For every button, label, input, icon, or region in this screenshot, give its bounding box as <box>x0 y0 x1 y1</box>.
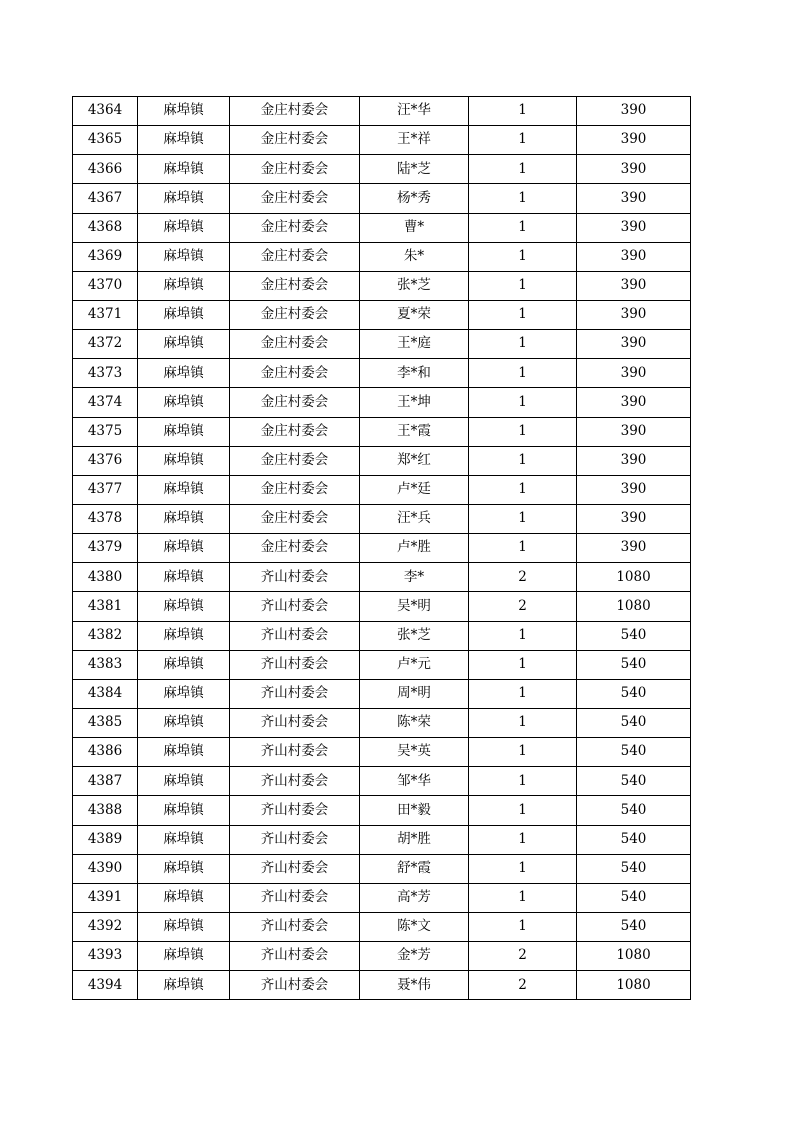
table-row <box>73 942 691 971</box>
serial-number-cell: 4370 <box>73 271 138 300</box>
table-row <box>73 971 691 1000</box>
name-cell: 高*芳 <box>360 883 469 912</box>
village-committee-cell: 金庄村委会 <box>230 534 360 563</box>
amount-cell: 390 <box>577 475 691 504</box>
table-row <box>73 388 691 417</box>
household-count-cell: 2 <box>469 942 577 971</box>
town-cell: 麻埠镇 <box>138 708 230 737</box>
table-row <box>73 592 691 621</box>
village-committee-cell: 齐山村委会 <box>230 738 360 767</box>
village-committee-cell: 齐山村委会 <box>230 708 360 737</box>
name-cell: 曹* <box>360 213 469 242</box>
serial-number-cell: 4366 <box>73 155 138 184</box>
town-cell: 麻埠镇 <box>138 912 230 941</box>
village-committee-cell: 齐山村委会 <box>230 679 360 708</box>
name-cell: 聂*伟 <box>360 971 469 1000</box>
village-committee-cell: 金庄村委会 <box>230 184 360 213</box>
town-cell: 麻埠镇 <box>138 184 230 213</box>
village-committee-cell: 金庄村委会 <box>230 155 360 184</box>
village-committee-cell: 金庄村委会 <box>230 330 360 359</box>
serial-number-cell: 4378 <box>73 504 138 533</box>
amount-cell: 540 <box>577 854 691 883</box>
town-cell: 麻埠镇 <box>138 446 230 475</box>
name-cell: 王*祥 <box>360 126 469 155</box>
town-cell: 麻埠镇 <box>138 330 230 359</box>
household-count-cell: 2 <box>469 971 577 1000</box>
name-cell: 杨*秀 <box>360 184 469 213</box>
subsidy-roster-table <box>72 96 691 1000</box>
amount-cell: 540 <box>577 738 691 767</box>
serial-number-cell: 4386 <box>73 738 138 767</box>
table-row <box>73 504 691 533</box>
town-cell: 麻埠镇 <box>138 417 230 446</box>
table-row <box>73 854 691 883</box>
name-cell: 舒*霞 <box>360 854 469 883</box>
table-row <box>73 359 691 388</box>
village-committee-cell: 金庄村委会 <box>230 242 360 271</box>
serial-number-cell: 4381 <box>73 592 138 621</box>
amount-cell: 540 <box>577 796 691 825</box>
name-cell: 卢*廷 <box>360 475 469 504</box>
household-count-cell: 1 <box>469 213 577 242</box>
town-cell: 麻埠镇 <box>138 388 230 417</box>
serial-number-cell: 4375 <box>73 417 138 446</box>
town-cell: 麻埠镇 <box>138 883 230 912</box>
town-cell: 麻埠镇 <box>138 796 230 825</box>
serial-number-cell: 4372 <box>73 330 138 359</box>
table-row <box>73 563 691 592</box>
amount-cell: 390 <box>577 417 691 446</box>
table-row <box>73 912 691 941</box>
household-count-cell: 1 <box>469 330 577 359</box>
amount-cell: 540 <box>577 767 691 796</box>
serial-number-cell: 4392 <box>73 912 138 941</box>
table-row <box>73 475 691 504</box>
serial-number-cell: 4368 <box>73 213 138 242</box>
household-count-cell: 2 <box>469 592 577 621</box>
village-committee-cell: 金庄村委会 <box>230 126 360 155</box>
serial-number-cell: 4371 <box>73 300 138 329</box>
name-cell: 朱* <box>360 242 469 271</box>
amount-cell: 390 <box>577 300 691 329</box>
table-row <box>73 708 691 737</box>
name-cell: 陈*荣 <box>360 708 469 737</box>
table-row <box>73 126 691 155</box>
town-cell: 麻埠镇 <box>138 271 230 300</box>
village-committee-cell: 齐山村委会 <box>230 912 360 941</box>
amount-cell: 390 <box>577 534 691 563</box>
name-cell: 汪*兵 <box>360 504 469 533</box>
table-row <box>73 738 691 767</box>
household-count-cell: 1 <box>469 155 577 184</box>
table-row <box>73 679 691 708</box>
name-cell: 李*和 <box>360 359 469 388</box>
amount-cell: 390 <box>577 155 691 184</box>
village-committee-cell: 齐山村委会 <box>230 621 360 650</box>
village-committee-cell: 齐山村委会 <box>230 883 360 912</box>
name-cell: 李* <box>360 563 469 592</box>
household-count-cell: 1 <box>469 650 577 679</box>
household-count-cell: 1 <box>469 738 577 767</box>
village-committee-cell: 金庄村委会 <box>230 97 360 126</box>
town-cell: 麻埠镇 <box>138 621 230 650</box>
household-count-cell: 1 <box>469 97 577 126</box>
household-count-cell: 1 <box>469 184 577 213</box>
serial-number-cell: 4376 <box>73 446 138 475</box>
town-cell: 麻埠镇 <box>138 563 230 592</box>
serial-number-cell: 4374 <box>73 388 138 417</box>
household-count-cell: 1 <box>469 300 577 329</box>
table-row <box>73 155 691 184</box>
amount-cell: 390 <box>577 184 691 213</box>
town-cell: 麻埠镇 <box>138 534 230 563</box>
serial-number-cell: 4364 <box>73 97 138 126</box>
village-committee-cell: 金庄村委会 <box>230 300 360 329</box>
table-row <box>73 330 691 359</box>
table-row <box>73 621 691 650</box>
name-cell: 王*坤 <box>360 388 469 417</box>
name-cell: 田*毅 <box>360 796 469 825</box>
table-row <box>73 271 691 300</box>
serial-number-cell: 4373 <box>73 359 138 388</box>
amount-cell: 540 <box>577 708 691 737</box>
name-cell: 汪*华 <box>360 97 469 126</box>
village-committee-cell: 金庄村委会 <box>230 417 360 446</box>
household-count-cell: 1 <box>469 534 577 563</box>
table-row <box>73 796 691 825</box>
household-count-cell: 1 <box>469 854 577 883</box>
name-cell: 邹*华 <box>360 767 469 796</box>
town-cell: 麻埠镇 <box>138 359 230 388</box>
serial-number-cell: 4388 <box>73 796 138 825</box>
household-count-cell: 1 <box>469 708 577 737</box>
amount-cell: 390 <box>577 359 691 388</box>
serial-number-cell: 4389 <box>73 825 138 854</box>
town-cell: 麻埠镇 <box>138 97 230 126</box>
village-committee-cell: 金庄村委会 <box>230 446 360 475</box>
amount-cell: 540 <box>577 679 691 708</box>
serial-number-cell: 4394 <box>73 971 138 1000</box>
serial-number-cell: 4377 <box>73 475 138 504</box>
amount-cell: 540 <box>577 650 691 679</box>
table-row <box>73 213 691 242</box>
village-committee-cell: 齐山村委会 <box>230 563 360 592</box>
name-cell: 周*明 <box>360 679 469 708</box>
table-row <box>73 883 691 912</box>
village-committee-cell: 齐山村委会 <box>230 767 360 796</box>
amount-cell: 540 <box>577 825 691 854</box>
table-row <box>73 417 691 446</box>
household-count-cell: 1 <box>469 883 577 912</box>
serial-number-cell: 4390 <box>73 854 138 883</box>
table-row <box>73 300 691 329</box>
table-row <box>73 767 691 796</box>
name-cell: 张*芝 <box>360 271 469 300</box>
table-row <box>73 534 691 563</box>
serial-number-cell: 4380 <box>73 563 138 592</box>
town-cell: 麻埠镇 <box>138 825 230 854</box>
village-committee-cell: 齐山村委会 <box>230 971 360 1000</box>
town-cell: 麻埠镇 <box>138 126 230 155</box>
amount-cell: 390 <box>577 504 691 533</box>
amount-cell: 390 <box>577 330 691 359</box>
town-cell: 麻埠镇 <box>138 300 230 329</box>
table-container <box>72 96 690 1000</box>
village-committee-cell: 齐山村委会 <box>230 825 360 854</box>
town-cell: 麻埠镇 <box>138 650 230 679</box>
serial-number-cell: 4365 <box>73 126 138 155</box>
name-cell: 陈*文 <box>360 912 469 941</box>
amount-cell: 390 <box>577 126 691 155</box>
table-row <box>73 446 691 475</box>
name-cell: 胡*胜 <box>360 825 469 854</box>
town-cell: 麻埠镇 <box>138 504 230 533</box>
table-body <box>73 97 691 1000</box>
table-row <box>73 650 691 679</box>
name-cell: 夏*荣 <box>360 300 469 329</box>
amount-cell: 540 <box>577 883 691 912</box>
amount-cell: 1080 <box>577 563 691 592</box>
town-cell: 麻埠镇 <box>138 679 230 708</box>
town-cell: 麻埠镇 <box>138 971 230 1000</box>
table-row <box>73 97 691 126</box>
serial-number-cell: 4393 <box>73 942 138 971</box>
village-committee-cell: 齐山村委会 <box>230 942 360 971</box>
household-count-cell: 1 <box>469 242 577 271</box>
amount-cell: 390 <box>577 97 691 126</box>
town-cell: 麻埠镇 <box>138 942 230 971</box>
serial-number-cell: 4387 <box>73 767 138 796</box>
name-cell: 王*庭 <box>360 330 469 359</box>
name-cell: 吴*英 <box>360 738 469 767</box>
household-count-cell: 1 <box>469 388 577 417</box>
town-cell: 麻埠镇 <box>138 475 230 504</box>
serial-number-cell: 4369 <box>73 242 138 271</box>
household-count-cell: 1 <box>469 446 577 475</box>
amount-cell: 390 <box>577 242 691 271</box>
name-cell: 王*霞 <box>360 417 469 446</box>
serial-number-cell: 4379 <box>73 534 138 563</box>
amount-cell: 540 <box>577 621 691 650</box>
serial-number-cell: 4383 <box>73 650 138 679</box>
table-row <box>73 825 691 854</box>
town-cell: 麻埠镇 <box>138 854 230 883</box>
name-cell: 吴*明 <box>360 592 469 621</box>
table-row <box>73 242 691 271</box>
name-cell: 张*芝 <box>360 621 469 650</box>
amount-cell: 390 <box>577 388 691 417</box>
household-count-cell: 1 <box>469 359 577 388</box>
village-committee-cell: 齐山村委会 <box>230 592 360 621</box>
amount-cell: 1080 <box>577 592 691 621</box>
household-count-cell: 1 <box>469 417 577 446</box>
amount-cell: 1080 <box>577 942 691 971</box>
household-count-cell: 1 <box>469 504 577 533</box>
town-cell: 麻埠镇 <box>138 767 230 796</box>
name-cell: 卢*胜 <box>360 534 469 563</box>
household-count-cell: 1 <box>469 126 577 155</box>
village-committee-cell: 金庄村委会 <box>230 388 360 417</box>
village-committee-cell: 金庄村委会 <box>230 213 360 242</box>
household-count-cell: 2 <box>469 563 577 592</box>
household-count-cell: 1 <box>469 679 577 708</box>
town-cell: 麻埠镇 <box>138 592 230 621</box>
household-count-cell: 1 <box>469 475 577 504</box>
serial-number-cell: 4367 <box>73 184 138 213</box>
village-committee-cell: 金庄村委会 <box>230 504 360 533</box>
serial-number-cell: 4385 <box>73 708 138 737</box>
household-count-cell: 1 <box>469 912 577 941</box>
town-cell: 麻埠镇 <box>138 213 230 242</box>
name-cell: 陆*芝 <box>360 155 469 184</box>
village-committee-cell: 金庄村委会 <box>230 475 360 504</box>
village-committee-cell: 金庄村委会 <box>230 359 360 388</box>
village-committee-cell: 金庄村委会 <box>230 271 360 300</box>
amount-cell: 1080 <box>577 971 691 1000</box>
town-cell: 麻埠镇 <box>138 242 230 271</box>
village-committee-cell: 齐山村委会 <box>230 854 360 883</box>
amount-cell: 390 <box>577 213 691 242</box>
name-cell: 郑*红 <box>360 446 469 475</box>
household-count-cell: 1 <box>469 825 577 854</box>
household-count-cell: 1 <box>469 271 577 300</box>
name-cell: 卢*元 <box>360 650 469 679</box>
table-row <box>73 184 691 213</box>
amount-cell: 540 <box>577 912 691 941</box>
serial-number-cell: 4391 <box>73 883 138 912</box>
town-cell: 麻埠镇 <box>138 738 230 767</box>
amount-cell: 390 <box>577 271 691 300</box>
household-count-cell: 1 <box>469 621 577 650</box>
name-cell: 金*芳 <box>360 942 469 971</box>
village-committee-cell: 齐山村委会 <box>230 650 360 679</box>
serial-number-cell: 4382 <box>73 621 138 650</box>
amount-cell: 390 <box>577 446 691 475</box>
household-count-cell: 1 <box>469 767 577 796</box>
serial-number-cell: 4384 <box>73 679 138 708</box>
village-committee-cell: 齐山村委会 <box>230 796 360 825</box>
household-count-cell: 1 <box>469 796 577 825</box>
town-cell: 麻埠镇 <box>138 155 230 184</box>
